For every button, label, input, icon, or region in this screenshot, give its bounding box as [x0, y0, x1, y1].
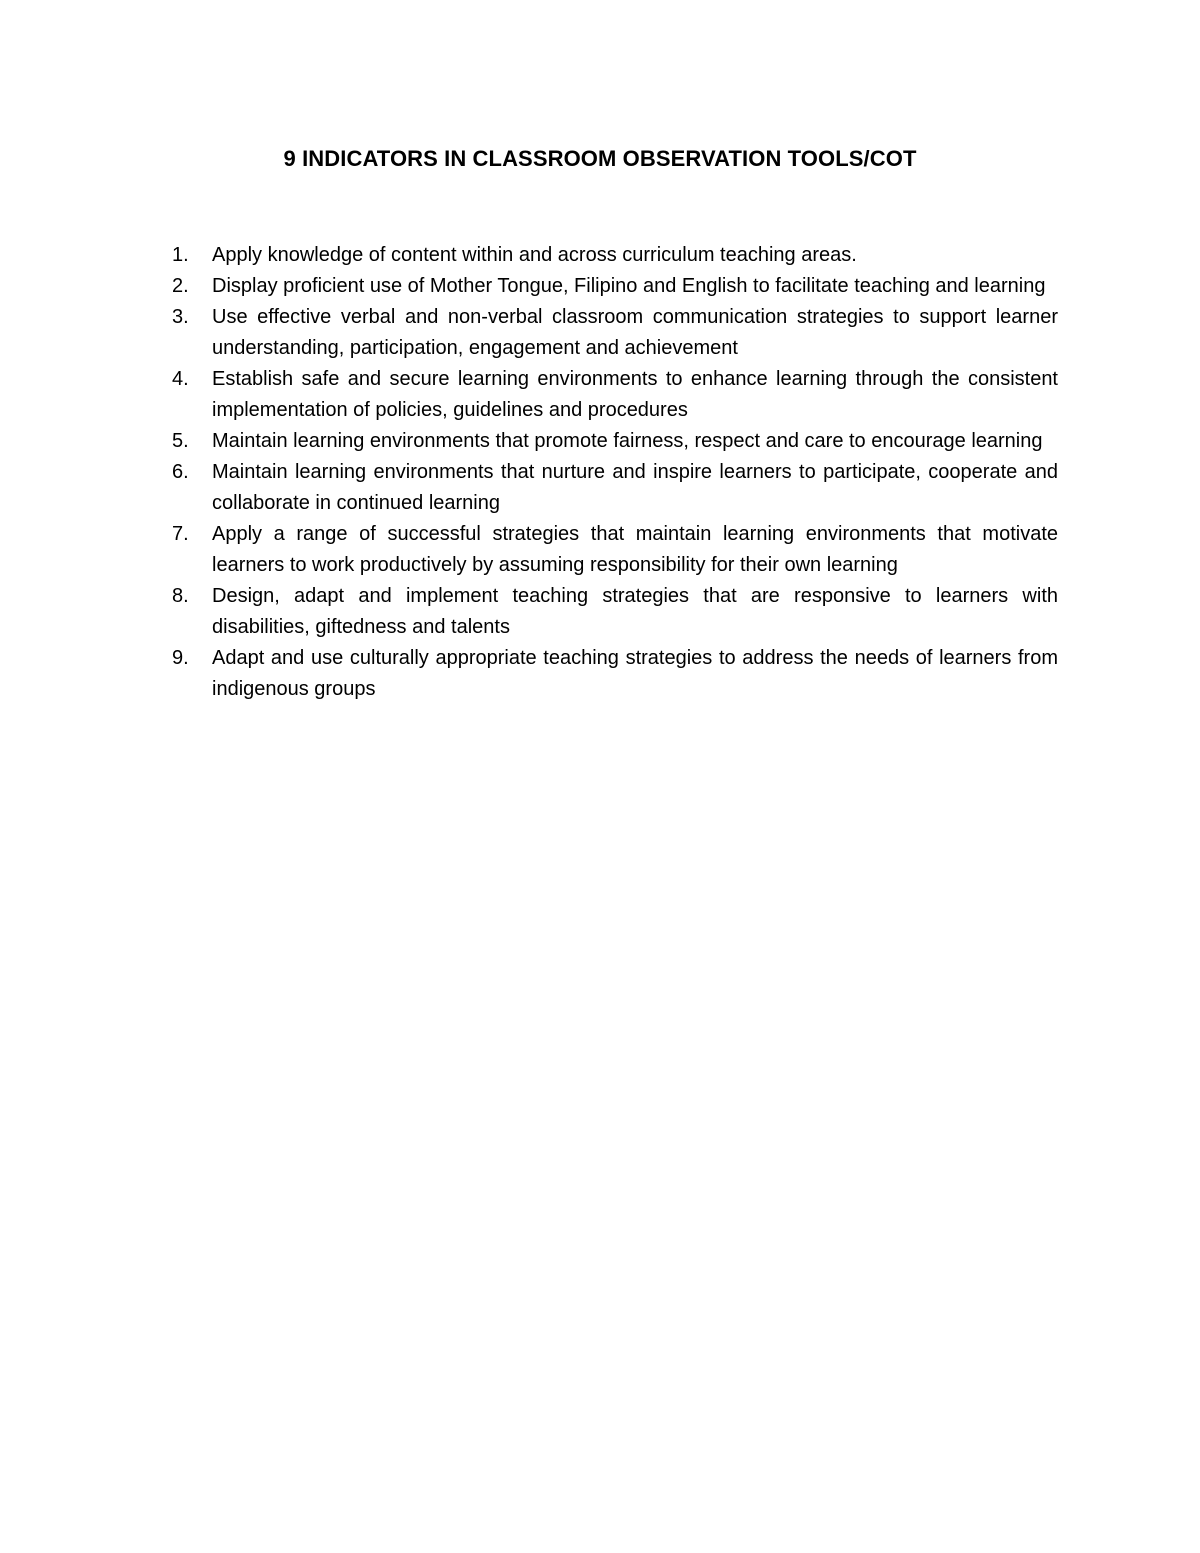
document-title: 9 INDICATORS IN CLASSROOM OBSERVATION TOOLS/COT — [283, 146, 917, 171]
list-item — [172, 426, 1058, 457]
indicator-list — [172, 240, 1058, 705]
list-item-number: 3. — [172, 306, 189, 328]
list-item — [172, 519, 1058, 581]
list-item-text: Adapt and use culturally appropriate teaching strategies to address the needs of learners from indigenous groups — [212, 647, 1058, 700]
list-item-number: 6. — [172, 461, 189, 483]
list-item-number: 7. — [172, 523, 189, 545]
list-item-number: 4. — [172, 368, 189, 390]
list-item-text: Maintain learning environments that nurture and inspire learners to participate, cooperate and collaborate in continued learning — [212, 461, 1058, 514]
list-item — [172, 240, 1058, 271]
list-item-number: 1. — [172, 244, 189, 266]
list-item — [172, 302, 1058, 364]
list-item-number: 2. — [172, 275, 189, 297]
list-item-number: 8. — [172, 585, 189, 607]
list-item-text: Establish safe and secure learning environments to enhance learning through the consistent implementation of policies, guidelines and procedures — [212, 368, 1058, 421]
list-item-text: Maintain learning environments that promote fairness, respect and care to encourage learning — [212, 430, 1043, 452]
list-item-text: Apply a range of successful strategies that maintain learning environments that motivate learners to work productively by assuming responsibility for their own learning — [212, 523, 1058, 576]
list-item — [172, 364, 1058, 426]
list-item-text: Display proficient use of Mother Tongue, Filipino and English to facilitate teaching and learning — [212, 275, 1046, 297]
list-item-text: Design, adapt and implement teaching strategies that are responsive to learners with disabilities, giftedness and talents — [212, 585, 1058, 638]
list-item — [172, 271, 1058, 302]
list-item-number: 5. — [172, 430, 189, 452]
list-item-number: 9. — [172, 647, 189, 669]
list-item — [172, 581, 1058, 643]
list-item — [172, 643, 1058, 705]
list-item-text: Apply knowledge of content within and across curriculum teaching areas. — [212, 244, 857, 266]
list-item — [172, 457, 1058, 519]
list-item-text: Use effective verbal and non-verbal classroom communication strategies to support learner understanding, participation, engagement and achievement — [212, 306, 1058, 359]
